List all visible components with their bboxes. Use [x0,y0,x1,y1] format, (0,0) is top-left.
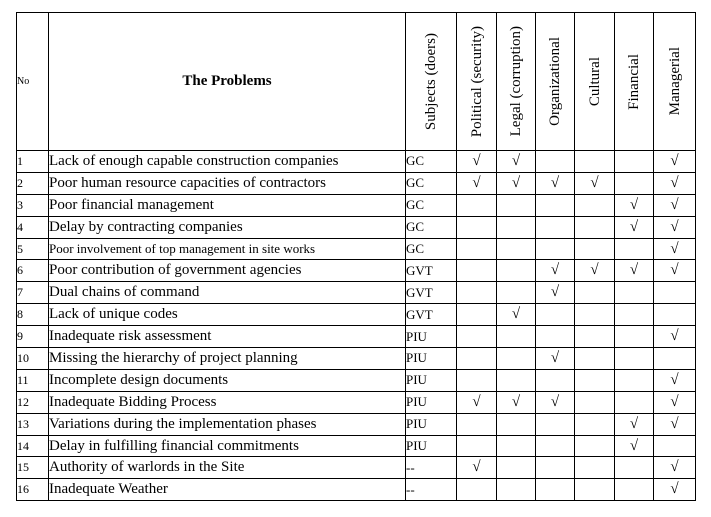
subject-cell: PIU [406,413,457,435]
check-cell [497,479,536,501]
check-cell [654,172,696,194]
check-cell [536,151,575,173]
check-cell [457,457,497,479]
check-cell [615,457,654,479]
check-cell [575,413,615,435]
check-cell [615,194,654,216]
checkmark-icon: √ [670,393,679,410]
check-cell [615,238,654,260]
table-row [17,172,696,194]
check-cell [497,282,536,304]
check-cell [457,260,497,282]
check-cell [654,282,696,304]
header-political: Political (security) [457,13,497,151]
checkmark-icon: √ [550,393,560,410]
checkmark-icon: √ [550,284,560,301]
check-cell [497,260,536,282]
check-cell [654,260,696,282]
check-cell [536,238,575,260]
check-cell [575,238,615,260]
problem-cell: Inadequate risk assessment [49,326,406,348]
checkmark-icon: √ [472,174,481,191]
check-cell [615,435,654,457]
check-cell [615,348,654,370]
check-cell [457,348,497,370]
row-number: 4 [17,216,49,238]
checkmark-icon: √ [472,459,481,476]
header-organizational: Organizational [536,13,575,151]
problem-cell: Authority of warlords in the Site [49,457,406,479]
check-cell [654,413,696,435]
check-cell [536,413,575,435]
check-cell [654,391,696,413]
problem-cell: Poor financial management [49,194,406,216]
checkmark-icon: √ [511,393,521,410]
check-cell [536,348,575,370]
checkmark-icon: √ [670,262,679,279]
checkmark-icon: √ [670,196,679,213]
check-cell [457,326,497,348]
check-cell [536,391,575,413]
check-cell [457,282,497,304]
table-row [17,457,696,479]
row-number: 10 [17,348,49,370]
check-cell [654,326,696,348]
check-cell [654,216,696,238]
header-cultural: Cultural [575,13,615,151]
check-cell [497,238,536,260]
check-cell [654,151,696,173]
check-cell [575,348,615,370]
subject-cell: PIU [406,348,457,370]
subject-cell: PIU [406,435,457,457]
checkmark-icon: √ [550,262,560,279]
check-cell [575,194,615,216]
check-cell [497,435,536,457]
row-number: 3 [17,194,49,216]
table-row [17,435,696,457]
subject-cell: GC [406,194,457,216]
check-cell [457,172,497,194]
check-cell [575,216,615,238]
checkmark-icon: √ [670,328,679,345]
check-cell [575,391,615,413]
checkmark-icon: √ [670,371,679,388]
table-row [17,194,696,216]
checkmark-icon: √ [590,262,599,279]
checkmark-icon: √ [670,152,679,169]
check-cell [615,151,654,173]
problems-table [16,12,696,501]
check-cell [457,304,497,326]
problem-cell: Variations during the implementation phases [49,413,406,435]
table-row [17,479,696,501]
check-cell [575,172,615,194]
subject-cell: GVT [406,304,457,326]
check-cell [536,304,575,326]
header-problems: The Problems [49,13,406,151]
checkmark-icon: √ [670,218,679,235]
problem-cell: Poor involvement of top management in site works [49,238,406,260]
check-cell [654,457,696,479]
table-row [17,369,696,391]
table-row [17,260,696,282]
table-row [17,326,696,348]
header-no: No [17,13,49,151]
subject-cell: GC [406,151,457,173]
check-cell [497,457,536,479]
check-cell [615,391,654,413]
checkmark-icon: √ [511,174,521,191]
problem-cell: Inadequate Bidding Process [49,391,406,413]
check-cell [457,369,497,391]
check-cell [457,435,497,457]
row-number: 6 [17,260,49,282]
check-cell [536,172,575,194]
table-row [17,216,696,238]
table-row [17,238,696,260]
checkmark-icon: √ [629,218,639,235]
check-cell [654,304,696,326]
check-cell [575,369,615,391]
check-cell [575,304,615,326]
table-row [17,304,696,326]
checkmark-icon: √ [629,437,639,454]
check-cell [497,369,536,391]
check-cell [615,260,654,282]
problem-cell: Missing the hierarchy of project planning [49,348,406,370]
check-cell [654,435,696,457]
check-cell [615,282,654,304]
check-cell [457,194,497,216]
check-cell [457,391,497,413]
problem-cell: Delay by contracting companies [49,216,406,238]
check-cell [575,260,615,282]
problem-cell: Poor contribution of government agencies [49,260,406,282]
check-cell [497,391,536,413]
checkmark-icon: √ [629,262,639,279]
check-cell [457,238,497,260]
row-number: 13 [17,413,49,435]
subject-cell: PIU [406,369,457,391]
row-number: 9 [17,326,49,348]
check-cell [575,457,615,479]
problem-cell: Dual chains of command [49,282,406,304]
check-cell [497,151,536,173]
check-cell [615,304,654,326]
check-cell [615,479,654,501]
check-cell [536,260,575,282]
check-cell [536,479,575,501]
table-row [17,151,696,173]
check-cell [536,282,575,304]
table-row [17,348,696,370]
check-cell [497,304,536,326]
header-row [17,13,696,151]
check-cell [536,326,575,348]
subject-cell: -- [406,457,457,479]
check-cell [536,216,575,238]
row-number: 14 [17,435,49,457]
check-cell [536,457,575,479]
check-cell [536,194,575,216]
check-cell [536,369,575,391]
check-cell [654,348,696,370]
check-cell [575,435,615,457]
checkmark-icon: √ [472,393,481,410]
subject-cell: GVT [406,260,457,282]
subject-cell: GVT [406,282,457,304]
checkmark-icon: √ [511,306,521,323]
check-cell [457,413,497,435]
header-legal: Legal (corruption) [497,13,536,151]
check-cell [457,479,497,501]
subject-cell: GC [406,216,457,238]
table-row [17,413,696,435]
table-body [17,151,696,501]
problem-cell: Lack of unique codes [49,304,406,326]
checkmark-icon: √ [629,196,639,213]
checkmark-icon: √ [670,174,679,191]
row-number: 16 [17,479,49,501]
subject-cell: GC [406,172,457,194]
check-cell [457,216,497,238]
check-cell [654,479,696,501]
check-cell [575,326,615,348]
problem-cell: Poor human resource capacities of contractors [49,172,406,194]
checkmark-icon: √ [511,152,521,169]
header-managerial: Managerial [654,13,696,151]
check-cell [615,326,654,348]
checkmark-icon: √ [670,415,679,432]
checkmark-icon: √ [472,152,481,169]
check-cell [615,216,654,238]
checkmark-icon: √ [550,349,560,366]
check-cell [497,216,536,238]
check-cell [615,172,654,194]
problem-cell: Lack of enough capable construction companies [49,151,406,173]
check-cell [615,413,654,435]
subject-cell: GC [406,238,457,260]
subject-cell: -- [406,479,457,501]
check-cell [654,369,696,391]
row-number: 5 [17,238,49,260]
row-number: 8 [17,304,49,326]
row-number: 12 [17,391,49,413]
row-number: 15 [17,457,49,479]
subject-cell: PIU [406,326,457,348]
checkmark-icon: √ [670,459,679,476]
row-number: 1 [17,151,49,173]
problem-cell: Incomplete design documents [49,369,406,391]
problem-cell: Delay in fulfilling financial commitments [49,435,406,457]
check-cell [497,413,536,435]
table-row [17,391,696,413]
check-cell [497,172,536,194]
check-cell [497,348,536,370]
row-number: 11 [17,369,49,391]
check-cell [536,435,575,457]
row-number: 2 [17,172,49,194]
problem-cell: Inadequate Weather [49,479,406,501]
header-subjects: Subjects (doers) [406,13,457,151]
checkmark-icon: √ [670,481,679,498]
checkmark-icon: √ [590,174,599,191]
header-financial: Financial [615,13,654,151]
check-cell [615,369,654,391]
checkmark-icon: √ [670,240,679,257]
check-cell [575,479,615,501]
table-row [17,282,696,304]
check-cell [654,238,696,260]
checkmark-icon: √ [550,174,560,191]
check-cell [497,326,536,348]
row-number: 7 [17,282,49,304]
check-cell [497,194,536,216]
checkmark-icon: √ [629,415,639,432]
check-cell [654,194,696,216]
check-cell [575,282,615,304]
check-cell [575,151,615,173]
check-cell [457,151,497,173]
subject-cell: PIU [406,391,457,413]
